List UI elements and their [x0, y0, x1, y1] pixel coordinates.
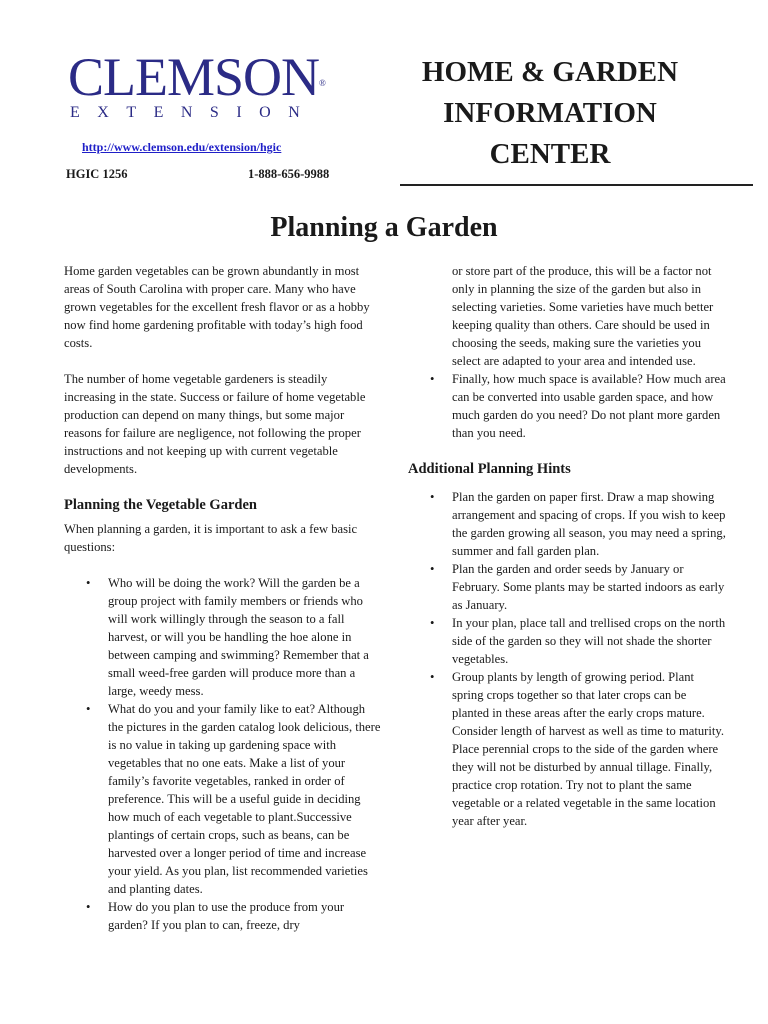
- bullet-icon: •: [86, 576, 91, 590]
- bullet-icon: •: [430, 562, 435, 576]
- bullet-icon: •: [430, 490, 435, 504]
- center-title-line-3: CENTER: [489, 138, 611, 170]
- lead-paragraph: When planning a garden, it is important to ask a few basic questions:: [64, 522, 358, 554]
- list-item-continued: or store part of the produce, this will be a factor not only in planning the size of the garden but also in selecting varieties. Some varieties have much better keeping quality than others. Care should be used in choosing the seeds, making sure the varieties you select are adapted to your area and intended use.: [452, 264, 714, 368]
- list-item: • Group plants by length of growing period. Plant spring crops together so that later crops can be planted in these areas after the early crops mature. Consider length of harvest as well as time to maturity. Place perennial crops to the side of the garden where they will not be disturbed by annual tillage. Finally, practice crop rotation. Try not to plant the same vegetable or a related vegetable in the same location year after year.: [430, 670, 724, 828]
- hgic-website-link[interactable]: http://www.clemson.edu/extension/hgic: [82, 140, 282, 154]
- bullet-icon: •: [86, 900, 91, 914]
- questions-list: [64, 574, 382, 934]
- section-heading-hints: Additional Planning Hints: [408, 461, 571, 477]
- list-item: • In your plan, place tall and trellised crops on the north side of the garden so they will not shade the shorter vegetables.: [430, 616, 726, 666]
- bullet-icon: •: [430, 616, 435, 630]
- second-paragraph: The number of home vegetable gardeners is steadily increasing in the state. Success or failure of home vegetable production can depend on many things, but some major reasons for failure are negligence, not following the proper instructions and not keeping up with current vegetable developments.: [64, 372, 366, 476]
- list-item: • Plan the garden on paper first. Draw a map showing arrangement and spacing of crops. If you wish to keep the garden growing all season, you may need a spring, summer and fall garden plan.: [430, 490, 726, 558]
- bullet-icon: •: [86, 702, 91, 716]
- list-item: • How do you plan to use the produce from your garden? If you plan to can, freeze, dry: [86, 900, 345, 932]
- logo-wordmark: CLEMSON®: [68, 47, 325, 107]
- center-title-line-1: HOME & GARDEN: [421, 56, 679, 88]
- right-column: [408, 262, 726, 830]
- continued-list: [408, 262, 726, 442]
- header-divider: [400, 184, 753, 186]
- clemson-extension-logo: [68, 47, 368, 122]
- list-item: • Finally, how much space is available? How much area can be converted into usable garden space, and how much garden do you need? Do not plant more garden than you need.: [430, 372, 726, 440]
- left-column: [64, 262, 382, 934]
- list-item: • Who will be doing the work? Will the garden be a group project with family members or friends who will work willingly through the season to a fall harvest, or will you be handling the hoe alone in between camping and swimming? Remember that a small weed-free garden will produce more than a large, weedy mess.: [86, 576, 369, 698]
- page-title: Planning a Garden: [270, 212, 498, 243]
- phone-number: 1-888-656-9988: [248, 167, 330, 181]
- list-item: • Plan the garden and order seeds by January or February. Some plants may be started indoors as early as January.: [430, 562, 725, 612]
- bullet-icon: •: [430, 670, 435, 684]
- center-title-line-2: INFORMATION: [443, 97, 657, 129]
- registered-mark: ®: [319, 78, 325, 88]
- publication-code: HGIC 1256: [66, 167, 128, 181]
- list-item: • What do you and your family like to eat? Although the pictures in the garden catalog look delicious, there is no value in taking up gardening space with vegetables that no one eats. Make a list of your family’s favorite vegetables, ranked in order of preference. This will be a useful guide in deciding how much of each vegetable to plant.Successive plantings of certain crops, such as beans, can be harvested over a longer period of time and increase your yield. As you plan, list recommended varieties and planting dates.: [86, 702, 381, 896]
- intro-paragraph: Home garden vegetables can be grown abundantly in most areas of South Carolina with proper care. Many who have grown vegetables for the excellent fresh flavor or as a hobby now find home gardening profitable with today’s high food costs.: [64, 264, 370, 350]
- hints-list: [408, 488, 726, 830]
- section-heading-planning: Planning the Vegetable Garden: [64, 497, 257, 513]
- logo-subtitle: EXTENSION: [70, 104, 318, 121]
- bullet-icon: •: [430, 372, 435, 386]
- center-title: [400, 52, 700, 175]
